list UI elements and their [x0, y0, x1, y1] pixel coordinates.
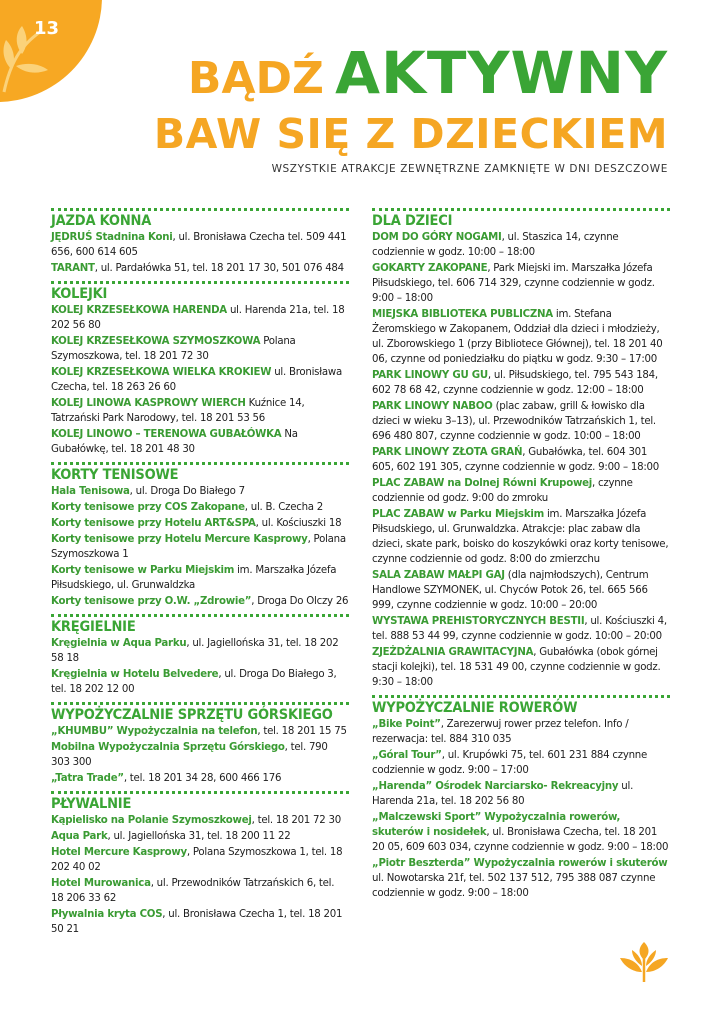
- entry-details: , tel. 18 201 34 28, 600 466 176: [123, 773, 282, 784]
- entry-details: , ul. Bronisława Czecha tel. 509 441 656, 600 614 605: [51, 232, 347, 258]
- entry-name: SALA ZABAW MAŁPI GAJ: [372, 570, 505, 581]
- entry-details: , ul. Piłsudskiego, tel. 795 543 184, 602 78 68 42, czynne codziennie w godz. 12:00 – 18:00: [372, 370, 658, 396]
- section-title: KRĘGIELNIE: [51, 619, 136, 635]
- entry-name: KOLEJ KRZESEŁKOWA SZYMOSZKOWA: [51, 336, 261, 347]
- title-part2: AKTYWNY: [335, 39, 668, 107]
- section: [51, 702, 349, 786]
- entry-details: , Gubałówka, tel. 604 301 605, 602 191 305, czynne codziennie w godz. 9:00 – 18:00: [372, 447, 659, 473]
- right-column: [372, 208, 670, 906]
- wheat-logo-icon: [618, 942, 670, 984]
- list-item: [51, 484, 349, 499]
- entry-name: Korty tenisowe w Parku Miejskim: [51, 565, 235, 576]
- entry-details: , ul. Pardałówka 51, tel. 18 201 17 30, 501 076 484: [94, 263, 344, 274]
- entry-name: KOLEJ KRZESEŁKOWA HARENDA: [51, 305, 227, 316]
- list-item: [51, 303, 349, 333]
- entry-details: , tel. 790 303 300: [51, 742, 328, 768]
- title-part1: BĄDŹ: [187, 53, 324, 104]
- entry-details: , ul. Droga Do Białego 3, tel. 18 202 12 00: [51, 669, 337, 695]
- entry-name: Kręgielnia w Hotelu Belvedere: [51, 669, 219, 680]
- list-item: [372, 261, 670, 306]
- page-title: [187, 39, 668, 107]
- section-title: WYPOŻYCZALNIE SPRZĘTU GÓRSKIEGO: [51, 707, 333, 723]
- entry-name: „Piotr Beszterda” Wypożyczalnia rowerów i skuterów: [372, 858, 668, 869]
- list-item: [372, 230, 670, 260]
- dotted-divider: [51, 281, 349, 284]
- entry-details: , ul. Krupówki 75, tel. 601 231 884 czynne codziennie w godz. 9:00 – 17:00: [372, 750, 648, 776]
- entry-name: GOKARTY ZAKOPANE: [372, 263, 488, 274]
- list-item: [51, 594, 349, 609]
- list-item: [51, 261, 349, 276]
- list-item: [372, 399, 670, 444]
- list-item: [51, 829, 349, 844]
- entry-details: , ul. Droga Do Białego 7: [129, 486, 245, 497]
- entry-name: JĘDRUŚ Stadnina Koni: [51, 232, 173, 243]
- dotted-divider: [51, 208, 349, 211]
- entry-details: , tel. 18 201 72 30: [251, 815, 341, 826]
- list-item: [51, 876, 349, 906]
- entry-details: ul. Nowotarska 21f, tel. 502 137 512, 795 388 087 czynne codziennie w godz. 9:00 – 18:00: [372, 873, 656, 899]
- entry-details: , ul. Bronisława Czecha 1, tel. 18 201 50 21: [51, 909, 343, 935]
- section: [372, 695, 670, 901]
- entry-details: , ul. Jagiellońska 31, tel. 18 200 11 22: [107, 831, 291, 842]
- list-item: [372, 568, 670, 613]
- list-item: [372, 856, 670, 901]
- dotted-divider: [372, 208, 670, 211]
- section: [51, 281, 349, 457]
- entry-details: (plac zabaw, grill & łowisko dla dzieci w wieku 3–13), ul. Przewodników Tatrzańskich 1, tel. 696 480 807, czynne codziennie w godz. 10:00 – 18:00: [372, 401, 656, 442]
- list-item: [372, 368, 670, 398]
- list-item: [51, 740, 349, 770]
- list-item: [51, 771, 349, 786]
- entry-details: , Park Miejski im. Marszałka Józefa Piłsudskiego, tel. 606 714 329, czynne codziennie w godz. 9:00 – 18:00: [372, 263, 655, 304]
- entry-details: ul. Harenda 21a, tel. 18 202 56 80: [372, 781, 634, 807]
- entry-details: , ul. Kościuszki 18: [255, 518, 342, 529]
- list-item: [372, 614, 670, 644]
- entry-name: „Harenda” Ośrodek Narciarsko- Rekreacyjny: [372, 781, 619, 792]
- list-item: [51, 365, 349, 395]
- list-item: [51, 230, 349, 260]
- entry-name: „KHUMBU” Wypożyczalnia na telefon: [51, 726, 258, 737]
- entry-details: im. Marszałka Józefa Piłsudskiego, ul. Grunwaldzka. Atrakcje: plac zabaw dla dzieci, skate park, boisko do koszykówki oraz korty tenisowe, czynne codziennie od godz. 8:00 do zmierzchu: [372, 509, 669, 565]
- entry-details: Na Gubałówkę, tel. 18 201 48 30: [51, 429, 298, 455]
- entry-details: , ul. Kościuszki 4, tel. 888 53 44 99, czynne codziennie w godz. 10:00 – 20:00: [372, 616, 667, 642]
- section-title: JAZDA KONNA: [51, 213, 152, 229]
- entry-name: Korty tenisowe przy COS Zakopane: [51, 502, 245, 513]
- list-item: [51, 813, 349, 828]
- list-item: [372, 810, 670, 855]
- entry-name: PARK LINOWY NABOO: [372, 401, 493, 412]
- list-item: [372, 307, 670, 367]
- entry-name: Hotel Murowanica: [51, 878, 151, 889]
- entry-details: , Polana Szymoszkowa 1, tel. 18 202 40 02: [51, 847, 343, 873]
- list-item: [51, 563, 349, 593]
- entry-details: , ul. Staszica 14, czynne codziennie w godz. 10:00 – 18:00: [372, 232, 619, 258]
- entry-details: , ul. Przewodników Tatrzańskich 6, tel. 18 206 33 62: [51, 878, 335, 904]
- section-title: KOLEJKI: [51, 286, 108, 302]
- section: [51, 462, 349, 609]
- list-item: [51, 724, 349, 739]
- entry-details: Kuźnice 14, Tatrzański Park Narodowy, tel. 18 201 53 56: [51, 398, 305, 424]
- entry-name: Pływalnia kryta COS: [51, 909, 163, 920]
- entry-name: KOLEJ LINOWO – TERENOWA GUBAŁÓWKA: [51, 429, 282, 440]
- entry-details: , ul. Jagiellońska 31, tel. 18 202 58 18: [51, 638, 339, 664]
- list-item: [51, 667, 349, 697]
- entry-name: ZJEŻDŻALNIA GRAWITACYJNA: [372, 647, 534, 658]
- section-title: WYPOŻYCZALNIE ROWERÓW: [372, 700, 578, 716]
- entry-name: KOLEJ KRZESEŁKOWA WIELKA KROKIEW: [51, 367, 272, 378]
- list-item: [51, 334, 349, 364]
- list-item: [372, 717, 670, 747]
- entry-details: , Zarezerwuj rower przez telefon. Info / rezerwacja: tel. 884 310 035: [372, 719, 629, 745]
- entry-details: , tel. 18 201 15 75: [257, 726, 347, 737]
- entry-name: Hala Tenisowa: [51, 486, 130, 497]
- list-item: [372, 507, 670, 567]
- list-item: [372, 779, 670, 809]
- list-item: [51, 532, 349, 562]
- entry-details: Polana Szymoszkowa, tel. 18 201 72 30: [51, 336, 296, 362]
- entry-name: „Góral Tour”: [372, 750, 442, 761]
- section: [51, 208, 349, 276]
- entry-name: WYSTAWA PREHISTORYCZNYCH BESTII: [372, 616, 585, 627]
- entry-name: Korty tenisowe przy O.W. „Zdrowie”: [51, 596, 252, 607]
- entry-name: Korty tenisowe przy Hotelu Mercure Kasprowy: [51, 534, 308, 545]
- list-item: [51, 396, 349, 426]
- entry-details: ul. Bronisława Czecha, tel. 18 263 26 60: [51, 367, 342, 393]
- list-item: [372, 748, 670, 778]
- entry-name: DOM DO GÓRY NOGAMI: [372, 232, 502, 243]
- entry-name: PLAC ZABAW w Parku Miejskim: [372, 509, 544, 520]
- entry-details: , ul. B. Czecha 2: [244, 502, 324, 513]
- entry-name: Korty tenisowe przy Hotelu ART&SPA: [51, 518, 256, 529]
- section: [51, 614, 349, 697]
- section: [372, 208, 670, 690]
- list-item: [372, 645, 670, 690]
- entry-name: Hotel Mercure Kasprowy: [51, 847, 187, 858]
- entry-details: , Gubałówka (obok górnej stacji kolejki), tel. 18 531 49 00, czynne codziennie w godz. 9:30 – 18:00: [372, 647, 661, 688]
- entry-name: MIEJSKA BIBLIOTEKA PUBLICZNA: [372, 309, 553, 320]
- entry-name: „Bike Point”: [372, 719, 441, 730]
- left-column: [51, 208, 349, 942]
- section-title: DLA DZIECI: [372, 213, 453, 229]
- list-item: [51, 500, 349, 515]
- dotted-divider: [51, 614, 349, 617]
- entry-details: ul. Harenda 21a, tel. 18 202 56 80: [51, 305, 345, 331]
- dotted-divider: [51, 462, 349, 465]
- entry-details: im. Stefana Żeromskiego w Zakopanem, Oddział dla dzieci i młodzieży, ul. Zborowskiego 1 (przy Bibliotece Głównej), tel. 18 201 40 06, czynne od poniedziałku do piątku w godz. 9:30 – 17:00: [372, 309, 663, 365]
- entry-name: „Malczewski Sport” Wypożyczalnia rowerów, skuterów i nosidełek: [372, 812, 621, 838]
- page-number: 13: [34, 18, 60, 39]
- subtitle: WSZYSTKIE ATRAKCJE ZEWNĘTRZNE ZAMKNIĘTE W DNI DESZCZOWE: [271, 163, 668, 175]
- list-item: [51, 907, 349, 937]
- entry-name: Aqua Park: [51, 831, 108, 842]
- dotted-divider: [51, 702, 349, 705]
- entry-details: , Polana Szymoszkowa 1: [51, 534, 346, 560]
- entry-details: (dla najmłodszych), Centrum Handlowe SZYMONEK, ul. Chyców Potok 26, tel. 665 566 999, czynne codziennie w godz. 10:00 – 20:00: [372, 570, 649, 611]
- entry-name: „Tatra Trade”: [51, 773, 124, 784]
- list-item: [372, 476, 670, 506]
- entry-name: Kąpielisko na Polanie Szymoszkowej: [51, 815, 252, 826]
- entry-name: PLAC ZABAW na Dolnej Równi Krupowej: [372, 478, 593, 489]
- list-item: [51, 516, 349, 531]
- entry-name: TARANT: [51, 263, 95, 274]
- entry-name: PARK LINOWY GU GU: [372, 370, 488, 381]
- list-item: [51, 636, 349, 666]
- list-item: [51, 427, 349, 457]
- entry-details: im. Marszałka Józefa Piłsudskiego, ul. Grunwaldzka: [51, 565, 337, 591]
- dotted-divider: [51, 791, 349, 794]
- section-title: KORTY TENISOWE: [51, 467, 179, 483]
- entry-name: Mobilna Wypożyczalnia Sprzętu Górskiego: [51, 742, 285, 753]
- list-item: [372, 445, 670, 475]
- entry-name: Kręgielnia w Aqua Parku: [51, 638, 187, 649]
- list-item: [51, 845, 349, 875]
- entry-details: , czynne codziennie od godz. 9:00 do zmroku: [372, 478, 633, 504]
- section: [51, 791, 349, 937]
- section-title: PŁYWALNIE: [51, 796, 132, 812]
- entry-name: PARK LINOWY ZŁOTA GRAŃ: [372, 447, 523, 458]
- page-title-line2: BAW SIĘ Z DZIECKIEM: [153, 110, 668, 158]
- entry-name: KOLEJ LINOWA KASPROWY WIERCH: [51, 398, 246, 409]
- entry-details: , ul. Bronisława Czecha, tel. 18 201 20 05, 609 603 034, czynne codziennie w godz. 9:00 – 18:00: [372, 827, 669, 853]
- dotted-divider: [372, 695, 670, 698]
- entry-details: , Droga Do Olczy 26: [251, 596, 349, 607]
